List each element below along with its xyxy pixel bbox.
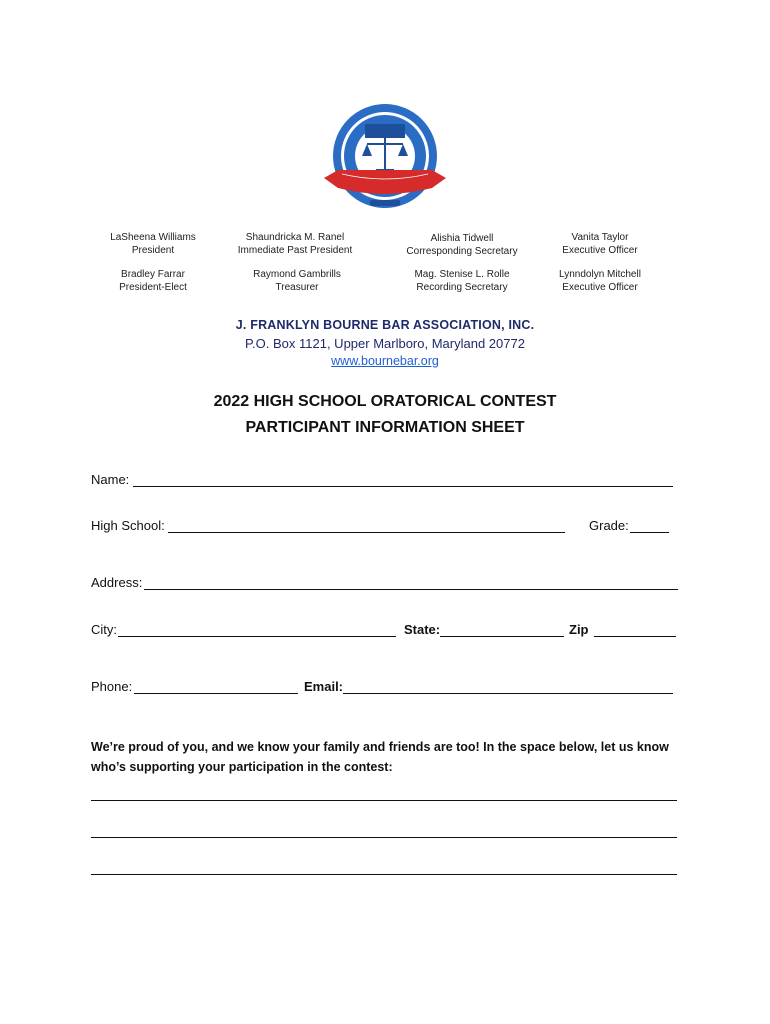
officer-name: Raymond Gambrills xyxy=(253,269,341,280)
officer-immediate-past-president xyxy=(215,231,375,257)
officer-name: LaSheena Williams xyxy=(110,232,196,243)
officer-title: President-Elect xyxy=(119,282,187,293)
high-school-label: High School: xyxy=(91,518,165,533)
zip-field[interactable] xyxy=(594,636,676,637)
state-label: State: xyxy=(404,622,441,637)
answer-line-3[interactable] xyxy=(91,874,677,875)
officer-treasurer xyxy=(217,268,377,294)
officer-name: Lynndolyn Mitchell xyxy=(559,269,641,280)
email-label: Email: xyxy=(304,679,344,694)
city-label: City: xyxy=(91,622,117,637)
association-name: J. FRANKLYN BOURNE BAR ASSOCIATION, INC. xyxy=(235,318,535,332)
officer-executive-officer-1 xyxy=(520,231,680,257)
officer-title: Executive Officer xyxy=(562,245,638,256)
address-field[interactable] xyxy=(144,589,678,590)
address-label: Address: xyxy=(91,575,143,590)
support-prompt: We’re proud of you, and we know your family and friends are too! In the space below, let us know who’s supporting your participation in the contest: xyxy=(91,740,669,774)
officer-name: Bradley Farrar xyxy=(121,269,185,280)
state-field[interactable] xyxy=(440,636,564,637)
officer-title: Corresponding Secretary xyxy=(406,246,518,257)
document-title: 2022 HIGH SCHOOL ORATORICAL CONTEST xyxy=(213,393,557,410)
city-field[interactable] xyxy=(118,636,396,637)
association-address: P.O. Box 1121, Upper Marlboro, Maryland 20772 xyxy=(245,336,525,351)
officer-title: Treasurer xyxy=(275,282,319,293)
phone-field[interactable] xyxy=(134,693,298,694)
association-website-link[interactable]: www.bournebar.org xyxy=(331,354,439,368)
officer-title: President xyxy=(131,245,175,256)
officer-recording-secretary xyxy=(382,268,542,294)
phone-label: Phone: xyxy=(91,679,133,694)
zip-label: Zip xyxy=(569,622,589,637)
grade-field[interactable] xyxy=(630,532,669,533)
officer-executive-officer-2 xyxy=(520,268,680,294)
officer-president xyxy=(73,231,233,257)
high-school-field[interactable] xyxy=(168,532,565,533)
grade-label: Grade: xyxy=(589,518,629,533)
officer-name: Alishia Tidwell xyxy=(430,233,494,244)
officer-president-elect xyxy=(73,268,233,294)
officer-name: Vanita Taylor xyxy=(571,232,629,243)
officer-name: Mag. Stenise L. Rolle xyxy=(414,269,510,280)
answer-line-2[interactable] xyxy=(91,837,677,838)
association-logo xyxy=(320,100,450,220)
officer-name: Shaundricka M. Ranel xyxy=(245,232,345,243)
officer-title: Recording Secretary xyxy=(416,282,508,293)
email-field[interactable] xyxy=(343,693,673,694)
document-subtitle: PARTICIPANT INFORMATION SHEET xyxy=(245,419,525,436)
answer-line-1[interactable] xyxy=(91,800,677,801)
officer-corresponding-secretary xyxy=(382,232,542,258)
name-field[interactable] xyxy=(133,486,673,487)
officer-title: Immediate Past President xyxy=(237,245,353,256)
officer-title: Executive Officer xyxy=(562,282,638,293)
name-label: Name: xyxy=(91,472,130,487)
